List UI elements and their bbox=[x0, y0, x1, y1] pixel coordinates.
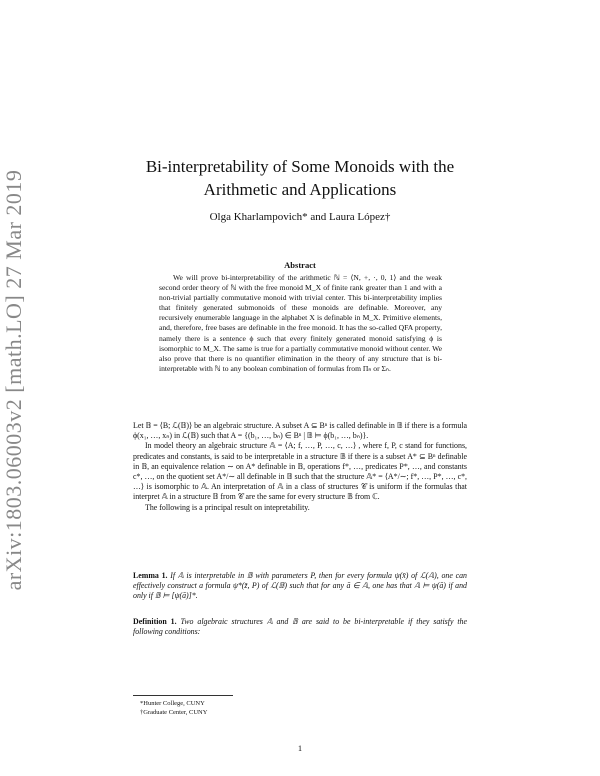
abstract-heading: Abstract bbox=[284, 260, 316, 270]
abstract-text: We will prove bi-interpretability of the arithmetic ℕ = ⟨N, +, ·, 0, 1⟩ and the weak second order theory of ℕ with the free monoid M_X of finite rank greater than 1 and with a non-trivial partially commutative monoid with trivial center. This bi-interpretability implies that finitely generated submonoids of these monoids are definable. Moreover, any recursively enumerable language in the alphabet X is definable in M_X. Primitive elements, and, therefore, free bases are definable in the free monoid. It has the so-called QFA property, namely there is a sentence ϕ such that every finitely generated monoid satisfying ϕ is isomorphic to M_X. The same is true for a partially commutative monoid without center. We also prove that there is no quantifier elimination in the theory of any structure that is bi-interpretable with ℕ to any boolean combination of formulas from Πₙ or Σₙ. bbox=[159, 273, 442, 373]
lemma-block bbox=[133, 571, 467, 602]
arxiv-sidebar bbox=[0, 170, 28, 590]
footnote-2: †Graduate Center, CUNY bbox=[140, 709, 208, 716]
definition-label: Definition 1. bbox=[133, 617, 177, 626]
title-line-1: Bi-interpretability of Some Monoids with the bbox=[145, 157, 455, 176]
paper-title bbox=[100, 155, 500, 201]
paragraph-1: Let 𝔹 = ⟨B; ℒ(𝔹)⟩ be an algebraic structure. A subset A ⊆ Bⁿ is called definable in 𝔹 if there is a formula ϕ(x₁, …, xₙ) in ℒ(𝔹) such that A = {(b₁, …, bₙ) ∈ Bⁿ | 𝔹 ⊨ ϕ(b₁, …, bₙ)}. bbox=[133, 421, 467, 441]
definition-block bbox=[133, 617, 467, 637]
title-line-2: Arithmetic and Applications bbox=[203, 180, 397, 199]
definition-text: Two algebraic structures 𝔸 and 𝔹 are said to be bi-interpretable if they satisfy the following conditions: bbox=[133, 617, 467, 637]
arxiv-identifier: arXiv:1803.06003v2 [math.LO] 27 Mar 2019 bbox=[1, 169, 26, 591]
author-list: Olga Kharlampovich* and Laura López† bbox=[209, 211, 391, 223]
lemma-label: Lemma 1. bbox=[133, 571, 168, 580]
lemma-text: If 𝔸 is interpretable in 𝔹 with parameters P, then for every formula ψ(x̄) of ℒ(𝔸), one can effectively construct a formula ψ*(z̄, P) of ℒ(𝔹) such that for any ā ∈ 𝔸, one has that 𝔸 ⊨ ψ(ā) if and only if 𝔹 ⊨ [ψ(ā)]*. bbox=[133, 571, 467, 601]
paragraph-2: In model theory an algebraic structure 𝔸 = ⟨A; f, …, P, …, c, …⟩ , where f, P, c stand for functions, predicates and constants, is said to be interpretable in a structure 𝔹 if there is a subset A* ⊆ Bⁿ definable in 𝔹, an equivalence relation ∼ on A* definable in 𝔹, operations f*, …, predicates P*, …, and constants c*, …, on the quotient set A*/∼ all definable in 𝔹 such that the structure 𝔸* = ⟨A*/∼; f*, …, P*, …, c*, …⟩ is isomorphic to 𝔸. An interpretation of 𝔸 in a class of structures 𝒞 is uniform if the formulas that interpret 𝔸 in a structure 𝔹 from 𝒞 are the same for every structure 𝔹 from ℂ. bbox=[133, 441, 467, 502]
paragraph-3: The following is a principal result on intepretability. bbox=[145, 502, 310, 512]
footnote-1: *Hunter College, CUNY bbox=[140, 700, 205, 707]
footnote-rule bbox=[133, 695, 233, 696]
page-number: 1 bbox=[297, 743, 303, 753]
paragraph-definable bbox=[133, 421, 467, 513]
